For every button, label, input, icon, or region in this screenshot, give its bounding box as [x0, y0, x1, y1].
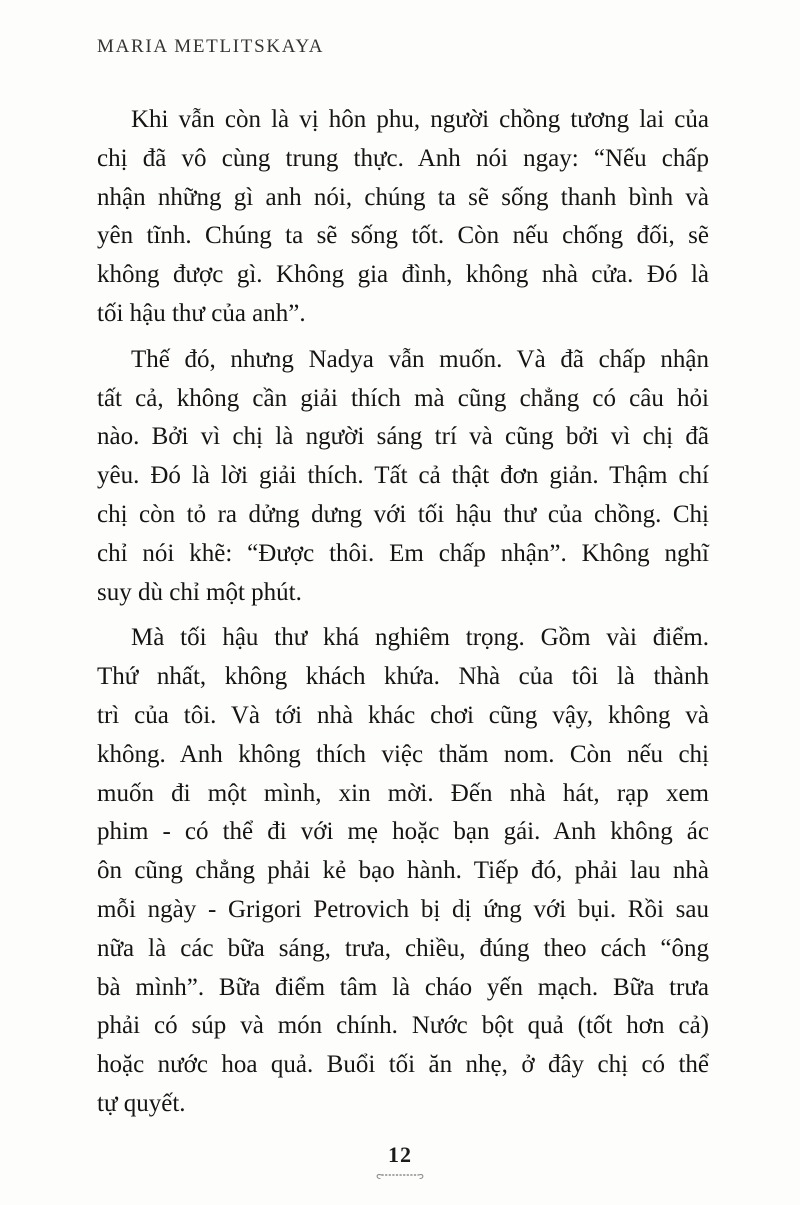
text-line: mỗi ngày - Grigori Petrovich bị dị ứng với bụi. Rồi sau [97, 895, 709, 923]
flourish-ornament-icon [374, 1169, 426, 1181]
text-line: yên tĩnh. Chúng ta sẽ sống tốt. Còn nếu chống đối, sẽ [97, 222, 709, 250]
text-line: nữa là các bữa sáng, trưa, chiều, đúng theo cách “ông [97, 934, 709, 962]
text-line: tối hậu thư của anh”. [97, 299, 306, 327]
text-line: chị còn tỏ ra dửng dưng với tối hậu thư của chồng. Chị [97, 500, 709, 528]
text-line: chị đã vô cùng trung thực. Anh nói ngay: “Nếu chấp [97, 144, 709, 172]
paragraph-1 [97, 101, 709, 334]
text-line: Thế đó, nhưng Nadya vẫn muốn. Và đã chấp nhận [131, 345, 709, 373]
text-line: không được gì. Không gia đình, không nhà cửa. Đó là [97, 261, 709, 289]
text-line: chỉ nói khẽ: “Được thôi. Em chấp nhận”. Không nghĩ [97, 539, 709, 567]
text-line: trì của tôi. Và tới nhà khác chơi cũng vậy, không và [97, 701, 709, 729]
text-line: yêu. Đó là lời giải thích. Tất cả thật đơn giản. Thậm chí [97, 462, 709, 490]
text-line: nhận những gì anh nói, chúng ta sẽ sống thanh bình và [97, 183, 709, 211]
page-footer [0, 1142, 800, 1181]
text-line: tự quyết. [97, 1089, 186, 1117]
page-body [97, 101, 709, 1131]
paragraph-2 [97, 341, 709, 613]
text-line: không. Anh không thích việc thăm nom. Còn nếu chị [97, 740, 709, 768]
text-line: Thứ nhất, không khách khứa. Nhà của tôi là thành [97, 663, 709, 691]
text-line: hoặc nước hoa quả. Buổi tối ăn nhẹ, ở đây chị có thể [97, 1051, 709, 1079]
text-line: phải có súp và món chính. Nước bột quả (tốt hơn cả) [97, 1012, 709, 1040]
text-line: suy dù chỉ một phút. [97, 578, 302, 606]
text-line: nào. Bởi vì chị là người sáng trí và cũng bởi vì chị đã [97, 423, 709, 451]
text-line: Khi vẫn còn là vị hôn phu, người chồng tương lai của [131, 106, 709, 133]
page-number: 12 [388, 1142, 412, 1167]
text-line: Mà tối hậu thư khá nghiêm trọng. Gồm vài điểm. [131, 624, 709, 652]
text-line: tất cả, không cần giải thích mà cũng chẳng có câu hỏi [97, 384, 709, 412]
text-line: bà mình”. Bữa điểm tâm là cháo yến mạch. Bữa trưa [97, 973, 709, 1001]
paragraph-3 [97, 619, 709, 1123]
running-header-author: MARIA METLITSKAYA [97, 36, 325, 57]
text-line: muốn đi một mình, xin mời. Đến nhà hát, rạp xem [97, 779, 709, 807]
text-line: phim - có thể đi với mẹ hoặc bạn gái. Anh không ác [97, 818, 709, 846]
text-line: ôn cũng chẳng phải kẻ bạo hành. Tiếp đó, phải lau nhà [97, 857, 709, 885]
